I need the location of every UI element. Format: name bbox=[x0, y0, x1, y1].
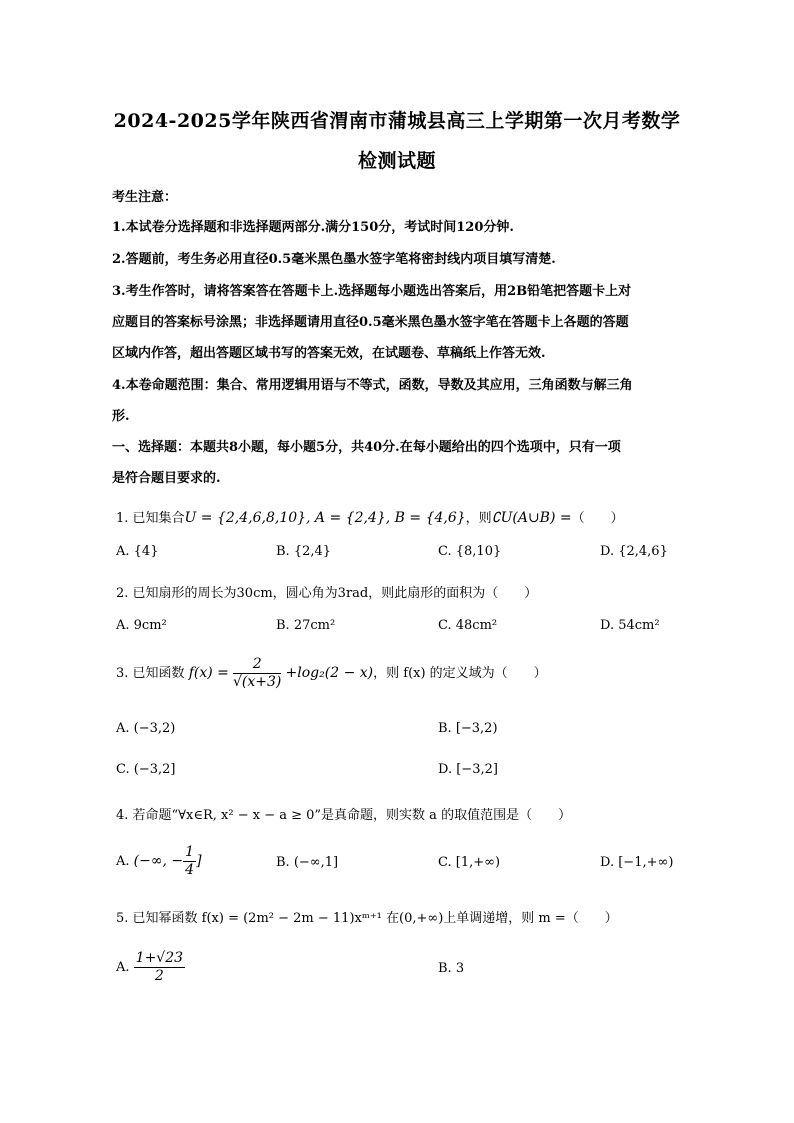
question-2-option-c: C. 48cm² bbox=[438, 618, 498, 633]
question-5-option-a-num: 1+√23 bbox=[135, 950, 184, 966]
question-4-option-a bbox=[116, 844, 202, 879]
question-1-complement: ∁U(A∪B) = bbox=[491, 510, 572, 526]
question-4-option-a-den: 4 bbox=[185, 862, 195, 878]
question-3-option-b: B. [−3,2) bbox=[438, 721, 498, 736]
question-3-log: +log₂(2 − x) bbox=[285, 665, 374, 681]
question-5-option-a bbox=[116, 950, 185, 985]
question-2-option-b: B. 27cm² bbox=[276, 618, 336, 633]
question-5-option-a-label: A. bbox=[116, 960, 130, 975]
section-1-instructions-line1: 一、选择题：本题共8小题，每小题5分，共40分.在每小题给出的四个选项中，只有一项 bbox=[112, 440, 621, 455]
question-4: 4. 若命题“∀x∈R, x² − x − a ≥ 0”是真命题，则实数 a 的取值范围是（ ） bbox=[116, 808, 572, 823]
question-1 bbox=[116, 507, 624, 526]
question-4-option-b: B. (−∞,1] bbox=[276, 855, 339, 870]
question-4-option-c: C. [1,+∞) bbox=[438, 855, 501, 870]
question-4-option-a-label: A. bbox=[116, 854, 130, 869]
question-2-option-a: A. 9cm² bbox=[116, 618, 167, 633]
question-1-mid: ，则 bbox=[465, 511, 492, 526]
notice-item-2: 2.答题前，考生务必用直径0.5毫米黑色墨水签字笔将密封线内项目填写清楚. bbox=[112, 252, 556, 267]
question-1-paren: （ ） bbox=[571, 511, 624, 526]
exam-title-line2: 检测试题 bbox=[357, 150, 436, 172]
exam-title-line1: 2024-2025学年陕西省渭南市蒲城县高三上学期第一次月考数学 bbox=[113, 110, 681, 132]
question-3-fx: f(x) = bbox=[188, 665, 229, 681]
question-2: 2. 已知扇形的周长为30cm，圆心角为3rad，则此扇形的面积为（ ） bbox=[116, 586, 538, 601]
question-1-sets: U = {2,4,6,8,10}, A = {2,4}, B = {4,6} bbox=[184, 510, 466, 526]
question-5-option-a-fraction bbox=[134, 950, 185, 985]
question-2-option-d: D. 54cm² bbox=[600, 618, 660, 633]
notice-heading: 考生注意： bbox=[112, 190, 178, 205]
question-3-option-a: A. (−3,2) bbox=[116, 721, 176, 736]
question-4-option-d: D. [−1,+∞) bbox=[600, 855, 674, 870]
question-4-option-a-fraction bbox=[183, 844, 196, 879]
question-3-option-c: C. (−3,2] bbox=[116, 762, 176, 777]
notice-item-3-line3: 区域内作答，超出答题区域书写的答案无效，在试题卷、草稿纸上作答无效. bbox=[112, 346, 546, 361]
question-4-option-a-num: 1 bbox=[185, 844, 195, 860]
notice-item-4-line2: 形. bbox=[112, 409, 130, 424]
question-1-option-c: C. {8,10} bbox=[438, 544, 502, 559]
notice-item-1: 1.本试卷分选择题和非选择题两部分.满分150分，考试时间120分钟. bbox=[112, 220, 514, 235]
question-4-option-a-end: ] bbox=[196, 853, 202, 869]
question-3-option-d: D. [−3,2] bbox=[438, 762, 498, 777]
question-1-option-d: D. {2,4,6} bbox=[600, 544, 668, 559]
notice-item-3-line2: 应题目的答案标号涂黑；非选择题请用直径0.5毫米黑色墨水签字笔在答题卡上各题的答题 bbox=[112, 315, 629, 330]
question-3-fraction bbox=[233, 656, 281, 691]
question-5-option-b: B. 3 bbox=[438, 961, 465, 976]
question-1-option-a: A. {4} bbox=[116, 544, 159, 559]
question-4-option-a-expr: (−∞, − bbox=[133, 853, 184, 869]
notice-item-4-line1: 4.本卷命题范围：集合、常用逻辑用语与不等式，函数，导数及其应用，三角函数与解三角 bbox=[112, 378, 633, 393]
question-1-prefix: 1. 已知集合 bbox=[116, 511, 185, 526]
question-3-numerator: 2 bbox=[233, 656, 281, 674]
section-1-instructions-line2: 是符合题目要求的. bbox=[112, 471, 221, 486]
question-3-denominator: √(x+3) bbox=[233, 674, 282, 690]
question-3-suffix: ，则 f(x) 的定义域为（ ） bbox=[373, 666, 547, 681]
question-3-prefix: 3. 已知函数 bbox=[116, 666, 185, 681]
question-3 bbox=[116, 656, 547, 691]
question-5-option-a-den: 2 bbox=[154, 968, 164, 984]
notice-item-3-line1: 3.考生作答时，请将答案答在答题卡上.选择题每小题选出答案后，用2B铅笔把答题卡上对 bbox=[112, 284, 632, 299]
question-5: 5. 已知幂函数 f(x) = (2m² − 2m − 11)xᵐ⁺¹ 在(0,+∞)上单调递增，则 m =（ ） bbox=[116, 911, 618, 926]
question-1-option-b: B. {2,4} bbox=[276, 544, 332, 559]
